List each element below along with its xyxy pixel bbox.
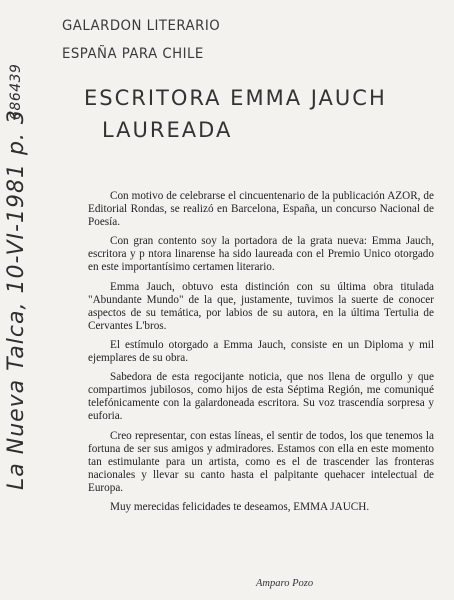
article-body xyxy=(88,190,434,520)
kicker-line-1: GALARDON LITERARIO xyxy=(62,18,221,34)
headline-line-2: LAUREADA xyxy=(102,118,233,142)
handwritten-source-note: La Nueva Talca, 10-VI-1981 p. 3 xyxy=(4,109,29,490)
author-signature: Amparo Pozo xyxy=(256,578,314,589)
paragraph-1: Con motivo de celebrarse el cincuentenario de la publicación AZOR, de Editorial Rondas, se realizó en Barcelona, España, un concurso Nacional de Poesía. xyxy=(88,190,434,229)
paragraph-4: El estímulo otorgado a Emma Jauch, consiste en un Diploma y mil ejemplares de su obra. xyxy=(88,338,434,365)
paragraph-3: Emma Jauch, obtuvo esta distinción con su última obra titulada "Abundante Mundo" de la que, justamente, tuvimos la suerte de conocer aspectos de su temática, por labios de su autora, en la última Tertulia de Cervantes L'bros. xyxy=(88,280,434,332)
headline xyxy=(84,82,387,146)
kicker-line-2: ESPAÑA PARA CHILE xyxy=(62,46,204,62)
headline-line-1: ESCRITORA EMMA JAUCH xyxy=(84,86,387,110)
paragraph-7: Muy merecidas felicidades te deseamos, EMMA JAUCH. xyxy=(110,500,370,513)
paragraph-2: Con gran contento soy la portadora de la grata nueva: Emma Jauch, escritora y p ntora linarense ha sido laureada con el Premio Unico otorgado en este importantísimo certamen literario. xyxy=(88,235,434,274)
handwritten-reference-number: 686439 xyxy=(8,63,24,120)
paragraph-5: Sabedora de esta regocijante noticia, que nos llena de orgullo y que compartimos jubilosos, como hijos de esta Séptima Región, me comuniqué telefónicamente con la galardoneada escritora. Su voz trascendía sorpresa y euforia. xyxy=(88,371,434,423)
paragraph-6: Creo representar, con estas líneas, el sentir de todos, los que tenemos la fortuna de ser sus amigos y admiradores. Estamos con ella en este momento tan estimulante para un artista, como es el de trascender las fronteras nacionales y llevar su canto hasta el palpitante quehacer intelectual de Europa. xyxy=(88,429,434,494)
